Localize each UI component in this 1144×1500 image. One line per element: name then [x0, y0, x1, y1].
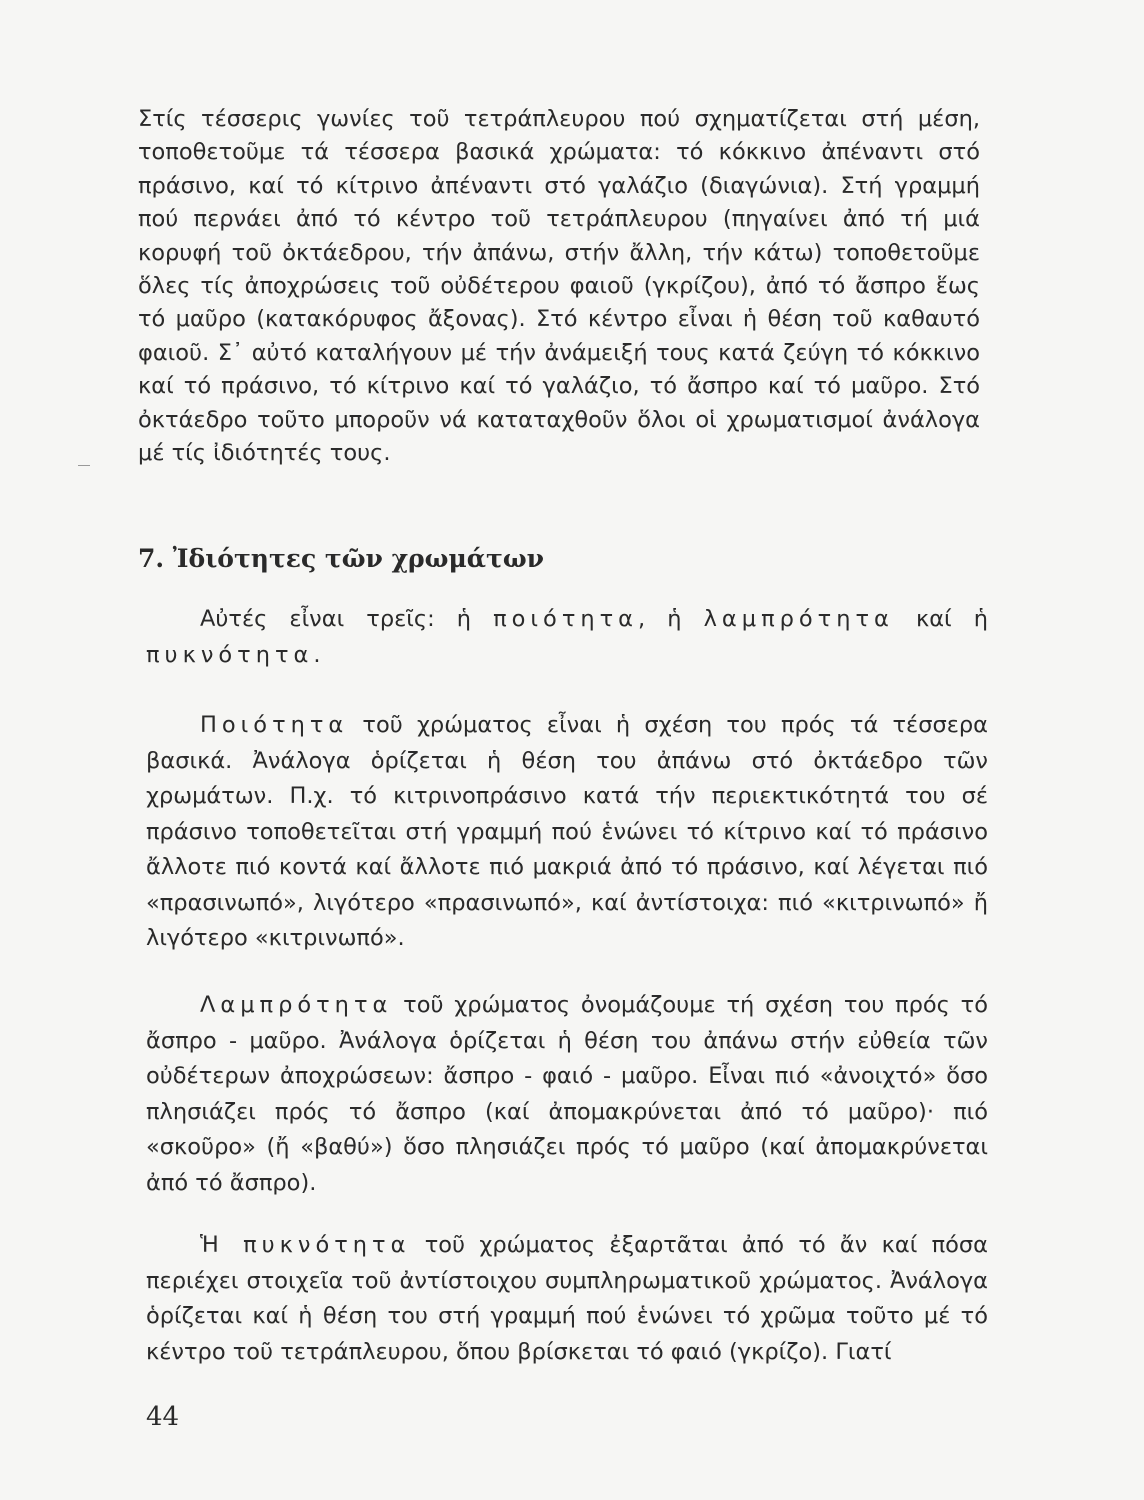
- paragraph-properties: [146, 602, 988, 673]
- term-quality: ποιότητα: [493, 606, 639, 632]
- brightness-text: τοῦ χρώματος ὀνομάζουμε τή σχέση του πρός τό ἄσπρο - μαῦρο. Ἀνάλογα ὁρίζεται ἡ θέση του ἀπάνω στήν εὐθεία τῶν οὐδέτερων ἀποχρώσεων: ἄσπρο - φαιό - μαῦρο. Εἶναι πιό «ἀνοιχτό» ὅσο πλησιάζει πρός τό ἄσπρο (καί ἀπομακρύνεται ἀπό τό μαῦρο)· πιό «σκοῦρο» (ἤ «βαθύ») ὅσο πλησιάζει πρός τό μαῦρο (καί ἀπομακρύνεται ἀπό τό ἄσπρο).: [146, 992, 988, 1196]
- term-brightness: λαμπρότητα: [703, 606, 894, 632]
- quality-text: τοῦ χρώματος εἶναι ἡ σχέση του πρός τά τέσσερα βασικά. Ἀνάλογα ὁρίζεται ἡ θέση του ἀπάνω στό ὀκτάεδρο τῶν χρωμάτων. Π.χ. τό κιτρινοπράσινο κατά τήν περιεκτικότητά του σέ πράσινο τοποθετεῖται στή γραμμή πού ἑνώνει τό κίτρινο καί τό πράσινο ἄλλοτε πιό κοντά καί ἄλλοτε πιό μακριά ἀπό τό πράσινο, καί λέγεται πιό «πρασινωπό», λιγότερο «πρασινωπό», καί ἀντίστοιχα: πιό «κιτρινωπό» ἤ λιγότερο «κιτρινωπό».: [146, 712, 988, 951]
- paragraph-octahedron: Στίς τέσσερις γωνίες τοῦ τετράπλευρου πού σχηματίζεται στή μέση, τοποθετοῦμε τά τέσσερα βασικά χρώματα: τό κόκκινο ἀπέναντι στό πράσινο, καί τό κίτρινο ἀπέναντι στό γαλάζιο (διαγώνια). Στή γραμμή πού περνάει ἀπό τό κέντρο τοῦ τετράπλευρου (πηγαίνει ἀπό τή μιά κορυφή τοῦ ὀκτάεδρου, τήν ἀπάνω, στήν ἄλλη, τήν κάτω) τοποθετοῦμε ὅλες τίς ἀποχρώσεις τοῦ οὐδέτερου φαιοῦ (γκρίζου), ἀπό τό ἄσπρο ἕως τό μαῦρο (κατακόρυφος ἄξονας). Στό κέντρο εἶναι ἡ θέση τοῦ καθαυτό φαιοῦ. Σ᾽ αὐτό καταλήγουν μέ τήν ἀνάμειξή τους κατά ζεύγη τό κόκκινο καί τό πράσινο, τό κίτρινο καί τό γαλάζιο, τό ἄσπρο καί τό μαῦρο. Στό ὀκτάεδρο τοῦτο μποροῦν νά καταταχθοῦν ὅλοι οἱ χρωματισμοί ἀνάλογα μέ τίς ἰδιότητές τους.: [138, 106, 980, 467]
- section-heading: 7. Ἰδιότητες τῶν χρωμάτων: [138, 544, 544, 573]
- density-term: Ἡ πυκνότητα: [200, 1232, 411, 1258]
- properties-sep-2: καί ἡ: [893, 606, 989, 632]
- quality-term: Ποιότητα: [200, 712, 349, 738]
- paragraph-quality: [146, 708, 988, 957]
- paragraph-brightness: [146, 988, 988, 1201]
- properties-lead: Αὐτές εἶναι τρεῖς: ἡ: [200, 606, 494, 632]
- term-density: πυκνότητα: [146, 641, 314, 668]
- brightness-term: Λαμπρότητα: [200, 992, 393, 1018]
- margin-mark: [78, 465, 90, 466]
- properties-end: .: [313, 641, 321, 668]
- density-text: τοῦ χρώματος ἐξαρτᾶται ἀπό τό ἄν καί πόσα περιέχει στοιχεῖα τοῦ ἀντίστοιχου συμπληρωματικοῦ χρώματος. Ἀνάλογα ὁρίζεται καί ἡ θέση του στή γραμμή πού ἑνώνει τό χρῶμα τοῦτο μέ τό κέντρο τοῦ τετράπλευρου, ὅπου βρίσκεται τό φαιό (γκρίζο). Γιατί: [146, 1232, 988, 1365]
- page-number: 44: [146, 1402, 180, 1432]
- properties-sep-1: , ἡ: [638, 606, 704, 632]
- paragraph-density: [146, 1228, 988, 1370]
